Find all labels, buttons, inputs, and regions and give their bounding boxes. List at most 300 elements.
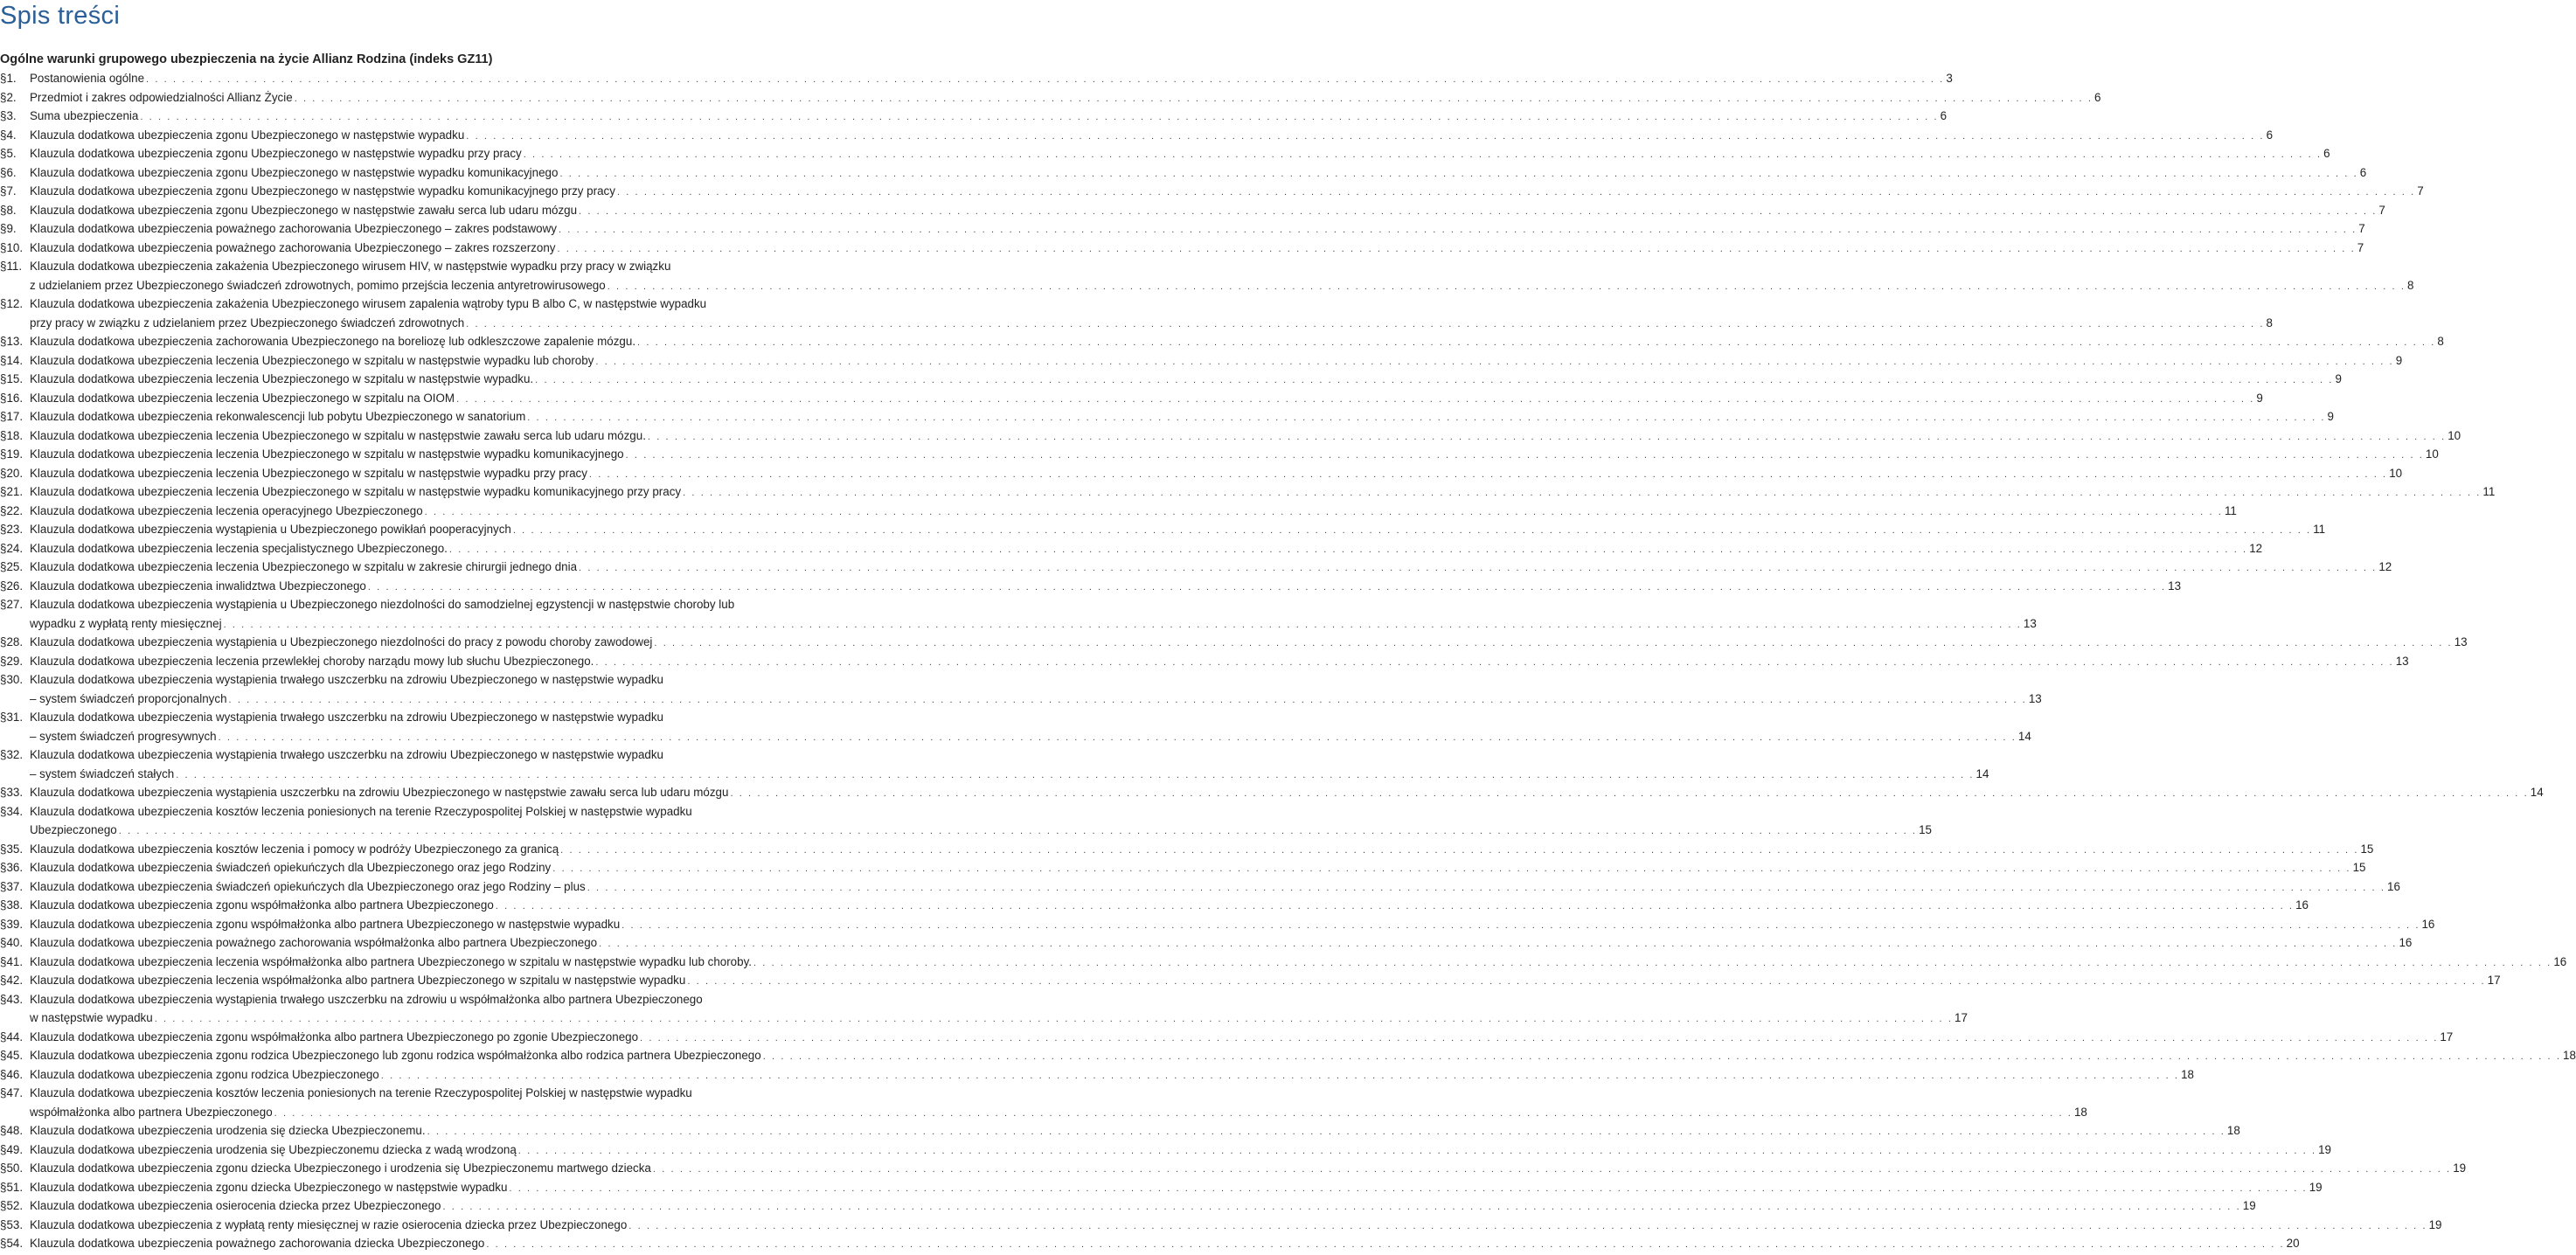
toc-entry[interactable] [0, 802, 1932, 840]
toc-entry-number: §51. [0, 1180, 24, 1194]
toc-entry-line [0, 144, 2330, 163]
toc-entry-title: Klauzula dodatkowa ubezpieczenia wystąpienia trwałego uszczerbku na zdrowiu Ubezpieczonego w następstwie wypadku [30, 748, 664, 761]
toc-entry-title: Klauzula dodatkowa ubezpieczenia leczenia Ubezpieczonego w szpitalu w następstwie wypadku. [30, 372, 534, 385]
toc-entry-page-number: 19 [2242, 1199, 2256, 1212]
toc-entry-title: Klauzula dodatkowa ubezpieczenia leczenia Ubezpieczonego w szpitalu w następstwie wypadku komunikacyjnego [30, 447, 624, 461]
toc-entry[interactable] [0, 858, 2366, 877]
toc-entry-line [0, 502, 2237, 521]
dot-leader: . . . . . . . . . . . . . . . . . . . . . . . . . . . . . . . . . . . . . . . . . . . . . . . . . . . . . . . . . . . . . . . . . . . . . . . . . . . . . . . . . . . . . . . . . . . . . . . . . . . . . . . . . . . . . . . . . . . . . . . . . . . . . . . . . . . . . . . . . . . . . . . . . . . . . . . . . . . . . . . . . . . . . . . . . . . . . . . . . . . . . . . . . . . . . . . . . . . . . . . . [380, 1070, 2180, 1081]
toc-entry[interactable] [0, 652, 2409, 671]
toc-entry-line [0, 295, 839, 314]
toc-entry-page-number: 13 [2023, 616, 2037, 630]
dot-leader: . . . . . . . . . . . . . . . . . . . . . . . . . . . . . . . . . . . . . . . . . . . . . . . . . . . . . . . . . . . . . . . . . . . . . . . . . . . . . . . . . . . . . . . . . . . . . . . . . . . . . . . . . . . . . . . . . . . . . . . . . . . . . . . . . . . . . . . . . . . . . . . . . . . . . . . . . . . . . . . . . . . . . . . . . . . . . . . . . . . . . . . . . . . . . . . . . . . . . . . . [223, 619, 2022, 630]
toc-entry-page-number: 6 [2266, 128, 2274, 142]
toc-entry-number: §28. [0, 635, 24, 648]
toc-entry-number: §37. [0, 879, 24, 893]
toc-entry-page-number: 8 [2407, 278, 2414, 292]
toc-entry-number: §16. [0, 391, 24, 405]
toc-entry-title: Klauzula dodatkowa ubezpieczenia zgonu Ubezpieczonego w następstwie wypadku komunikacyjnego [30, 165, 559, 179]
toc-entry-title: Klauzula dodatkowa ubezpieczenia zgonu Ubezpieczonego w następstwie wypadku przy pracy [30, 147, 522, 160]
toc-entry-line [0, 1159, 2467, 1178]
toc-entry-page-number: 7 [2378, 203, 2385, 217]
dot-leader: . . . . . . . . . . . . . . . . . . . . . . . . . . . . . . . . . . . . . . . . . . . . . . . . . . . . . . . . . . . . . . . . . . . . . . . . . . . . . . . . . . . . . . . . . . . . . . . . . . . . . . . . . . . . . . . . . . . . . . . . . . . . . . . . . . . . . . . . . . . . . . . . . . . . . . . . . . . . . . . . . . . . . . . . . . . . . . . . . . . . . . . . . . . . . . . . . . . . . . . . [486, 1239, 2285, 1250]
toc-entry-page-number: 7 [2358, 222, 2365, 235]
toc-entry-line [0, 351, 2403, 371]
toc-entry[interactable] [0, 1159, 2467, 1178]
toc-entry-page-number: 14 [2530, 786, 2544, 799]
toc-entry-page-number: 10 [2448, 428, 2461, 442]
toc-entry-title: Klauzula dodatkowa ubezpieczenia zakażenia Ubezpieczonego wirusem HIV, w następstwie wypadku przy pracy w związku [30, 260, 671, 273]
toc-entry-title: Suma ubezpieczenia [30, 109, 139, 122]
toc-entry-line [0, 332, 2444, 351]
toc-entry-title: Przedmiot i zakres odpowiedzialności Allianz Życie [30, 90, 293, 104]
toc-entry-page-number: 6 [2094, 90, 2101, 104]
toc-entry-line [0, 163, 2367, 183]
toc-entry-line [0, 520, 2326, 539]
toc-entry-line [0, 1121, 2240, 1141]
toc-entry-page-number: 16 [2399, 936, 2413, 949]
toc-entry-number: §27. [0, 598, 24, 611]
toc-entry-title: Klauzula dodatkowa ubezpieczenia wystąpienia trwałego uszczerbku na zdrowiu Ubezpieczonego w następstwie wypadku [30, 673, 664, 686]
toc-entry-page-number: 20 [2286, 1237, 2300, 1250]
toc-entry-number: §22. [0, 503, 24, 517]
toc-entry-number: §54. [0, 1237, 24, 1250]
toc-entry[interactable] [0, 389, 2263, 408]
dot-leader: . . . . . . . . . . . . . . . . . . . . . . . . . . . . . . . . . . . . . . . . . . . . . . . . . . . . . . . . . . . . . . . . . . . . . . . . . . . . . . . . . . . . . . . . . . . . . . . . . . . . . . . . . . . . . . . . . . . . . . . . . . . . . . . . . . . . . . . . . . . . . . . . . . . . . . . . . . . . . . . . . . . . . . . . . . . . . . . . . . . . . . . . . . . . . . . . . . . . . . . . [587, 882, 2386, 893]
toc-entry[interactable] [0, 163, 2367, 183]
dot-leader: . . . . . . . . . . . . . . . . . . . . . . . . . . . . . . . . . . . . . . . . . . . . . . . . . . . . . . . . . . . . . . . . . . . . . . . . . . . . . . . . . . . . . . . . . . . . . . . . . . . . . . . . . . . . . . . . . . . . . . . . . . . . . . . . . . . . . . . . . . . . . . . . . . . . . . . . . . . . . . . . . . . . . . . . . . . . . . . . . . . . . . . . . . . . . . . . . . . . . . . . [588, 468, 2388, 480]
toc-entry-number: §34. [0, 804, 24, 818]
toc-entry-line [0, 1009, 1968, 1028]
toc-entry-line [0, 539, 2263, 558]
toc-entry-title: Klauzula dodatkowa ubezpieczenia kosztów leczenia poniesionych na terenie Rzeczypospolitej Polskiej w następstwie wypadku [30, 1086, 692, 1099]
toc-entry[interactable] [0, 182, 2424, 201]
toc-entry[interactable] [0, 520, 2326, 539]
toc-entry[interactable] [0, 670, 2042, 708]
dot-leader: . . . . . . . . . . . . . . . . . . . . . . . . . . . . . . . . . . . . . . . . . . . . . . . . . . . . . . . . . . . . . . . . . . . . . . . . . . . . . . . . . . . . . . . . . . . . . . . . . . . . . . . . . . . . . . . . . . . . . . . . . . . . . . . . . . . . . . . . . . . . . . . . . . . . . . . . . . . . . . . . . . . . . . . . . . . . . . . . . . . . . . . . . . . . . . . . . . . . . . . . [218, 732, 2017, 743]
toc-entry[interactable] [0, 426, 2461, 446]
toc-entry-title: Klauzula dodatkowa ubezpieczenia zgonu rodzica Ubezpieczonego [30, 1067, 379, 1081]
toc-entry[interactable] [0, 1234, 2300, 1253]
toc-entry-page-number: 11 [2224, 503, 2237, 517]
toc-entry-title: Klauzula dodatkowa ubezpieczenia świadczeń opiekuńczych dla Ubezpieczonego oraz jego Rodziny – plus [30, 879, 586, 893]
toc-entry-page-number: 3 [1946, 72, 1953, 85]
toc-entry[interactable] [0, 126, 2274, 145]
toc-entry-number: §36. [0, 861, 24, 874]
dot-leader: . . . . . . . . . . . . . . . . . . . . . . . . . . . . . . . . . . . . . . . . . . . . . . . . . . . . . . . . . . . . . . . . . . . . . . . . . . . . . . . . . . . . . . . . . . . . . . . . . . . . . . . . . . . . . . . . . . . . . . . . . . . . . . . . . . . . . . . . . . . . . . . . . . . . . . . . . . . . . . . . . . . . . . . . . . . . . . . . . . . . . . . . . . . . . . . . . . . . . . . . [509, 1182, 2308, 1194]
dot-leader: . . . . . . . . . . . . . . . . . . . . . . . . . . . . . . . . . . . . . . . . . . . . . . . . . . . . . . . . . . . . . . . . . . . . . . . . . . . . . . . . . . . . . . . . . . . . . . . . . . . . . . . . . . . . . . . . . . . . . . . . . . . . . . . . . . . . . . . . . . . . . . . . . . . . . . . . . . . . . . . . . . . . . . . . . . . . . . . . . . . . . . . . . . . . . . . . . . . . . . . . [628, 1220, 2427, 1231]
toc-entry-title: Klauzula dodatkowa ubezpieczenia zgonu dziecka Ubezpieczonego i urodzenia się Ubezpieczonemu martwego dziecka [30, 1161, 651, 1175]
toc-entry[interactable] [0, 595, 2037, 633]
dot-leader: . . . . . . . . . . . . . . . . . . . . . . . . . . . . . . . . . . . . . . . . . . . . . . . . . . . . . . . . . . . . . . . . . . . . . . . . . . . . . . . . . . . . . . . . . . . . . . . . . . . . . . . . . . . . . . . . . . . . . . . . . . . . . . . . . . . . . . . . . . . . . . . . . . . . . . . . . . . . . . . . . . . . . . . . . . . . . . . . . . . . . . . . . . . . . . . . . . . . . . . . [559, 168, 2358, 179]
toc-entry-page-number: 9 [2327, 410, 2334, 423]
dot-leader: . . . . . . . . . . . . . . . . . . . . . . . . . . . . . . . . . . . . . . . . . . . . . . . . . . . . . . . . . . . . . . . . . . . . . . . . . . . . . . . . . . . . . . . . . . . . . . . . . . . . . . . . . . . . . . . . . . . . . . . . . . . . . . . . . . . . . . . . . . . . . . . . . . . . . . . . . . . . . . . . . . . . . . . . . . . . . . . . . . . . . . . . . . . . . . . . . . . . . . . . [652, 1164, 2452, 1175]
toc-entry-number: §40. [0, 936, 24, 949]
toc-entry[interactable] [0, 633, 2468, 652]
toc-entry-line [0, 126, 2274, 145]
toc-entry[interactable] [0, 877, 2400, 897]
toc-entry-number: §8. [0, 203, 17, 217]
toc-entry-number: §49. [0, 1142, 24, 1156]
toc-entry-title: Klauzula dodatkowa ubezpieczenia wystąpienia u Ubezpieczonego powikłań pooperacyjnych [30, 523, 511, 536]
toc-entry-number: §21. [0, 485, 24, 498]
toc-entry[interactable] [0, 1121, 2240, 1141]
toc-entry-title: Klauzula dodatkowa ubezpieczenia kosztów leczenia poniesionych na terenie Rzeczypospolitej Polskiej w następstwie wypadku [30, 804, 692, 818]
toc-entry-title: Klauzula dodatkowa ubezpieczenia urodzenia się dziecka Ubezpieczonemu. [30, 1124, 426, 1137]
toc-entry[interactable] [0, 783, 2544, 802]
toc-entry-title: Klauzula dodatkowa ubezpieczenia poważnego zachorowania Ubezpieczonego – zakres rozszerzony [30, 240, 556, 254]
toc-entry-page-number: 12 [2378, 560, 2392, 573]
toc-entry-title: w następstwie wypadku [30, 1011, 153, 1024]
toc-entry-line [0, 690, 2042, 709]
toc-entry-page-number: 19 [2453, 1161, 2467, 1175]
toc-entry-title: Klauzula dodatkowa ubezpieczenia leczenia Ubezpieczonego w szpitalu na OIOM [30, 391, 455, 405]
toc-entry[interactable] [0, 502, 2237, 521]
toc-entry-page-number: 18 [2563, 1049, 2576, 1062]
toc-entry-title: Klauzula dodatkowa ubezpieczenia leczenia przewlekłej choroby narządu mowy lub słuchu Ubezpieczonego. [30, 654, 594, 668]
toc-entry-line [0, 445, 2439, 464]
toc-entry-line [0, 558, 2392, 577]
toc-entry-page-number: 19 [2428, 1217, 2442, 1231]
toc-entry[interactable] [0, 896, 2309, 915]
dot-leader: . . . . . . . . . . . . . . . . . . . . . . . . . . . . . . . . . . . . . . . . . . . . . . . . . . . . . . . . . . . . . . . . . . . . . . . . . . . . . . . . . . . . . . . . . . . . . . . . . . . . . . . . . . . . . . . . . . . . . . . . . . . . . . . . . . . . . . . . . . . . . . . . . . . . . . . . . . . . . . . . . . . . . . . . . . . . . . . . . . . . . . . . . . . . . . . . . . . . . . . . [535, 375, 2334, 385]
section-heading: Ogólne warunki grupowego ubezpieczenia na życie Allianz Rodzina (indeks GZ11) [0, 52, 493, 66]
toc-entry[interactable] [0, 351, 2403, 371]
toc-entry-title: Klauzula dodatkowa ubezpieczenia wystąpienia trwałego uszczerbku na zdrowiu u współmałżonka albo partnera Ubezpieczonego [30, 992, 703, 1006]
dot-leader: . . . . . . . . . . . . . . . . . . . . . . . . . . . . . . . . . . . . . . . . . . . . . . . . . . . . . . . . . . . . . . . . . . . . . . . . . . . . . . . . . . . . . . . . . . . . . . . . . . . . . . . . . . . . . . . . . . . . . . . . . . . . . . . . . . . . . . . . . . . . . . . . . . . . . . . . . . . . . . . . . . . . . . . . . . . . . . . . . . . . . . . . . . . . . . . . . . . . . . . . [730, 788, 2529, 799]
toc-entry[interactable] [0, 370, 2342, 389]
table-of-contents [0, 69, 2576, 1253]
toc-entry-title: Klauzula dodatkowa ubezpieczenia leczenia Ubezpieczonego w szpitalu w zakresie chirurgii jednego dnia [30, 560, 578, 573]
dot-leader: . . . . . . . . . . . . . . . . . . . . . . . . . . . . . . . . . . . . . . . . . . . . . . . . . . . . . . . . . . . . . . . . . . . . . . . . . . . . . . . . . . . . . . . . . . . . . . . . . . . . . . . . . . . . . . . . . . . . . . . . . . . . . . . . . . . . . . . . . . . . . . . . . . . . . . . . . . . . . . . . . . . . . . . . . . . . . . . . . . . . . . . . . . . . . . . . . . . . . . . . [523, 149, 2323, 160]
toc-entry-title: Klauzula dodatkowa ubezpieczenia zgonu współmałżonka albo partnera Ubezpieczonego po zgonie Ubezpieczonego [30, 1030, 639, 1044]
toc-entry-page-number: 13 [2395, 654, 2409, 668]
toc-entry-line [0, 765, 1989, 784]
toc-entry-title: Klauzula dodatkowa ubezpieczenia zakażenia Ubezpieczonego wirusem zapalenia wątroby typu B albo C, w następstwie wypadku [30, 297, 707, 310]
dot-leader: . . . . . . . . . . . . . . . . . . . . . . . . . . . . . . . . . . . . . . . . . . . . . . . . . . . . . . . . . . . . . . . . . . . . . . . . . . . . . . . . . . . . . . . . . . . . . . . . . . . . . . . . . . . . . . . . . . . . . . . . . . . . . . . . . . . . . . . . . . . . . . . . . . . . . . . . . . . . . . . . . . . . . . . . . . . . . . . . . . . . . . . . . . . . . . . . . . . . . . . . [621, 919, 2420, 931]
toc-entry-number: §29. [0, 654, 24, 668]
dot-leader: . . . . . . . . . . . . . . . . . . . . . . . . . . . . . . . . . . . . . . . . . . . . . . . . . . . . . . . . . . . . . . . . . . . . . . . . . . . . . . . . . . . . . . . . . . . . . . . . . . . . . . . . . . . . . . . . . . . . . . . . . . . . . . . . . . . . . . . . . . . . . . . . . . . . . . . . . . . . . . . . . . . . . . . . . . . . . . . . . . . . . . . . . . . . . . . . . . . . . . . . [607, 281, 2406, 292]
toc-entry-number: §44. [0, 1030, 24, 1044]
dot-leader: . . . . . . . . . . . . . . . . . . . . . . . . . . . . . . . . . . . . . . . . . . . . . . . . . . . . . . . . . . . . . . . . . . . . . . . . . . . . . . . . . . . . . . . . . . . . . . . . . . . . . . . . . . . . . . . . . . . . . . . . . . . . . . . . . . . . . . . . . . . . . . . . . . . . . . . . . . . . . . . . . . . . . . . . . . . . . . . . . . . . . . . . . . . . . . . . . . . . . . . . [466, 318, 2265, 329]
page-title: Spis treści [0, 2, 121, 30]
toc-entry-page-number: 19 [2309, 1180, 2323, 1194]
toc-entry[interactable] [0, 971, 2501, 990]
toc-entry[interactable] [0, 482, 2496, 502]
toc-entry-number: §48. [0, 1124, 24, 1137]
toc-entry-number: §50. [0, 1161, 24, 1175]
toc-entry-title: Klauzula dodatkowa ubezpieczenia wystąpienia u Ubezpieczonego niezdolności do samodzielnej egzystencji w następstwie choroby lub [30, 598, 735, 611]
toc-entry[interactable] [0, 840, 2374, 859]
toc-entry-line [0, 239, 2364, 258]
toc-entry-line [0, 614, 2037, 634]
dot-leader: . . . . . . . . . . . . . . . . . . . . . . . . . . . . . . . . . . . . . . . . . . . . . . . . . . . . . . . . . . . . . . . . . . . . . . . . . . . . . . . . . . . . . . . . . . . . . . . . . . . . . . . . . . . . . . . . . . . . . . . . . . . . . . . . . . . . . . . . . . . . . . . . . . . . . . . . . . . . . . . . . . . . . . . . . . . . . . . . . . . . . . . . . . . . . . . . . . . . . . . . [560, 844, 2359, 856]
toc-entry-number: §10. [0, 240, 24, 254]
toc-entry-line [0, 633, 2468, 652]
toc-entry[interactable] [0, 1046, 2576, 1065]
toc-entry-line [0, 577, 2182, 596]
dot-leader: . . . . . . . . . . . . . . . . . . . . . . . . . . . . . . . . . . . . . . . . . . . . . . . . . . . . . . . . . . . . . . . . . . . . . . . . . . . . . . . . . . . . . . . . . . . . . . . . . . . . . . . . . . . . . . . . . . . . . . . . . . . . . . . . . . . . . . . . . . . . . . . . . . . . . . . . . . . . . . . . . . . . . . . . . . . . . . . . . . . . . . . . . . . . . . . . . . . . . . . . [495, 901, 2295, 912]
toc-entry-line [0, 858, 2366, 877]
dot-leader: . . . . . . . . . . . . . . . . . . . . . . . . . . . . . . . . . . . . . . . . . . . . . . . . . . . . . . . . . . . . . . . . . . . . . . . . . . . . . . . . . . . . . . . . . . . . . . . . . . . . . . . . . . . . . . . . . . . . . . . . . . . . . . . . . . . . . . . . . . . . . . . . . . . . . . . . . . . . . . . . . . . . . . . . . . . . . . . . . . . . . . . . . . . . . . . . . . . . . . . . [654, 638, 2453, 648]
toc-entry-page-number: 12 [2249, 541, 2263, 555]
toc-entry-line [0, 953, 2567, 972]
dot-leader: . . . . . . . . . . . . . . . . . . . . . . . . . . . . . . . . . . . . . . . . . . . . . . . . . . . . . . . . . . . . . . . . . . . . . . . . . . . . . . . . . . . . . . . . . . . . . . . . . . . . . . . . . . . . . . . . . . . . . . . . . . . . . . . . . . . . . . . . . . . . . . . . . . . . . . . . . . . . . . . . . . . . . . . . . . . . . . . . . . . . . . . . . . . . . . . . . . . . . . . . [616, 187, 2416, 198]
toc-entry-number: §18. [0, 428, 24, 442]
toc-entry-title: współmałżonka albo partnera Ubezpieczonego [30, 1105, 273, 1119]
toc-entry-title: Klauzula dodatkowa ubezpieczenia z wypłatą renty miesięcznej w razie osierocenia dziecka przez Ubezpieczonego [30, 1217, 628, 1231]
toc-entry-line [0, 595, 839, 614]
toc-entry-line [0, 1046, 2576, 1065]
dot-leader: . . . . . . . . . . . . . . . . . . . . . . . . . . . . . . . . . . . . . . . . . . . . . . . . . . . . . . . . . . . . . . . . . . . . . . . . . . . . . . . . . . . . . . . . . . . . . . . . . . . . . . . . . . . . . . . . . . . . . . . . . . . . . . . . . . . . . . . . . . . . . . . . . . . . . . . . . . . . . . . . . . . . . . . . . . . . . . . . . . . . . . . . . . . . . . . . . . . . . . . . [762, 1051, 2562, 1062]
toc-entry[interactable] [0, 69, 1953, 88]
toc-entry-title: Klauzula dodatkowa ubezpieczenia zgonu współmałżonka albo partnera Ubezpieczonego w następstwie wypadku [30, 917, 621, 931]
toc-entry-line [0, 219, 2365, 239]
toc-entry[interactable] [0, 1084, 2087, 1121]
toc-entry-line [0, 708, 839, 727]
toc-entry-page-number: 17 [2440, 1030, 2454, 1044]
toc-entry-line [0, 482, 2496, 502]
toc-entry-title: Klauzula dodatkowa ubezpieczenia świadczeń opiekuńczych dla Ubezpieczonego oraz jego Rodziny [30, 861, 552, 874]
toc-entry-line [0, 314, 2273, 333]
toc-entry-title: Klauzula dodatkowa ubezpieczenia zgonu Ubezpieczonego w następstwie wypadku komunikacyjnego przy pracy [30, 184, 615, 198]
toc-entry-line [0, 1084, 839, 1103]
toc-entry[interactable] [0, 1065, 2194, 1085]
toc-entry-page-number: 18 [2181, 1067, 2194, 1081]
dot-leader: . . . . . . . . . . . . . . . . . . . . . . . . . . . . . . . . . . . . . . . . . . . . . . . . . . . . . . . . . . . . . . . . . . . . . . . . . . . . . . . . . . . . . . . . . . . . . . . . . . . . . . . . . . . . . . . . . . . . . . . . . . . . . . . . . . . . . . . . . . . . . . . . . . . . . . . . . . . . . . . . . . . . . . . . . . . . . . . . . . . . . . . . . . . . . . . . . . . . . . . . [599, 939, 2398, 949]
toc-entry[interactable] [0, 332, 2444, 351]
toc-entry-title: Klauzula dodatkowa ubezpieczenia wystąpienia uszczerbku na zdrowiu Ubezpieczonego w następstwie zawału serca lub udaru mózgu [30, 786, 729, 799]
toc-entry-page-number: 17 [2487, 974, 2501, 987]
toc-entry-number: §25. [0, 560, 24, 573]
toc-entry-number: §47. [0, 1086, 24, 1099]
dot-leader: . . . . . . . . . . . . . . . . . . . . . . . . . . . . . . . . . . . . . . . . . . . . . . . . . . . . . . . . . . . . . . . . . . . . . . . . . . . . . . . . . . . . . . . . . . . . . . . . . . . . . . . . . . . . . . . . . . . . . . . . . . . . . . . . . . . . . . . . . . . . . . . . . . . . . . . . . . . . . . . . . . . . . . . . . . . . . . . . . . . . . . . . . . . . . . . . . . . . . . . . [427, 1127, 2225, 1137]
toc-entry-line [0, 107, 1948, 126]
toc-entry[interactable] [0, 295, 2273, 332]
toc-entry-line [0, 652, 2409, 671]
dot-leader: . . . . . . . . . . . . . . . . . . . . . . . . . . . . . . . . . . . . . . . . . . . . . . . . . . . . . . . . . . . . . . . . . . . . . . . . . . . . . . . . . . . . . . . . . . . . . . . . . . . . . . . . . . . . . . . . . . . . . . . . . . . . . . . . . . . . . . . . . . . . . . . . . . . . . . . . . . . . . . . . . . . . . . . . . . . . . . . . . . . . . . . . . . . . . . . . . . . . . . . . [294, 93, 2093, 104]
toc-entry-number: §41. [0, 954, 24, 968]
toc-entry-title: Klauzula dodatkowa ubezpieczenia wystąpienia u Ubezpieczonego niezdolności do pracy z powodu choroby zawodowej [30, 635, 653, 648]
toc-entry-number: §1. [0, 72, 17, 85]
toc-entry-line [0, 464, 2403, 483]
toc-entry-line [0, 88, 2101, 107]
dot-leader: . . . . . . . . . . . . . . . . . . . . . . . . . . . . . . . . . . . . . . . . . . . . . . . . . . . . . . . . . . . . . . . . . . . . . . . . . . . . . . . . . . . . . . . . . . . . . . . . . . . . . . . . . . . . . . . . . . . . . . . . . . . . . . . . . . . . . . . . . . . . . . . . . . . . . . . . . . . . . . . . . . . . . . . . . . . . . . . . . . . . . . . . . . . . . . . . . . . . . . . . [367, 581, 2167, 593]
toc-entry[interactable] [0, 915, 2435, 934]
toc-entry[interactable] [0, 445, 2439, 464]
toc-entry-line [0, 821, 1932, 840]
toc-entry-title: Klauzula dodatkowa ubezpieczenia leczenia współmałżonka albo partnera Ubezpieczonego w szpitalu w następstwie wypadku lub choroby. [30, 954, 752, 968]
toc-entry-title: Klauzula dodatkowa ubezpieczenia poważnego zachorowania Ubezpieczonego – zakres podstawowy [30, 222, 557, 235]
toc-entry-page-number: 14 [1975, 766, 1989, 780]
toc-entry-line [0, 1141, 2332, 1160]
dot-leader: . . . . . . . . . . . . . . . . . . . . . . . . . . . . . . . . . . . . . . . . . . . . . . . . . . . . . . . . . . . . . . . . . . . . . . . . . . . . . . . . . . . . . . . . . . . . . . . . . . . . . . . . . . . . . . . . . . . . . . . . . . . . . . . . . . . . . . . . . . . . . . . . . . . . . . . . . . . . . . . . . . . . . . . . . . . . . . . . . . . . . . . . . . . . . . . . . . . . . . . . [517, 1145, 2317, 1156]
toc-entry-title: Klauzula dodatkowa ubezpieczenia leczenia współmałżonka albo partnera Ubezpieczonego w szpitalu w następstwie wypadku [30, 974, 686, 987]
toc-entry-page-number: 19 [2318, 1142, 2332, 1156]
toc-entry-page-number: 6 [2323, 147, 2330, 160]
dot-leader: . . . . . . . . . . . . . . . . . . . . . . . . . . . . . . . . . . . . . . . . . . . . . . . . . . . . . . . . . . . . . . . . . . . . . . . . . . . . . . . . . . . . . . . . . . . . . . . . . . . . . . . . . . . . . . . . . . . . . . . . . . . . . . . . . . . . . . . . . . . . . . . . . . . . . . . . . . . . . . . . . . . . . . . . . . . . . . . . . . . . . . . . . . . . . . . . . . . . . . . . [442, 1202, 2241, 1212]
toc-entry-number: §7. [0, 184, 17, 198]
toc-entry[interactable] [0, 708, 2031, 745]
toc-entry-line [0, 407, 2334, 426]
dot-leader: . . . . . . . . . . . . . . . . . . . . . . . . . . . . . . . . . . . . . . . . . . . . . . . . . . . . . . . . . . . . . . . . . . . . . . . . . . . . . . . . . . . . . . . . . . . . . . . . . . . . . . . . . . . . . . . . . . . . . . . . . . . . . . . . . . . . . . . . . . . . . . . . . . . . . . . . . . . . . . . . . . . . . . . . . . . . . . . . . . . . . . . . . . . . . . . . . . . . . . . . [647, 431, 2447, 442]
toc-entry-title: Klauzula dodatkowa ubezpieczenia leczenia Ubezpieczonego w szpitalu w następstwie wypadku lub choroby [30, 353, 594, 367]
dot-leader: . . . . . . . . . . . . . . . . . . . . . . . . . . . . . . . . . . . . . . . . . . . . . . . . . . . . . . . . . . . . . . . . . . . . . . . . . . . . . . . . . . . . . . . . . . . . . . . . . . . . . . . . . . . . . . . . . . . . . . . . . . . . . . . . . . . . . . . . . . . . . . . . . . . . . . . . . . . . . . . . . . . . . . . . . . . . . . . . . . . . . . . . . . . . . . . . . . . . . . . . [687, 976, 2486, 987]
toc-entry-title: Klauzula dodatkowa ubezpieczenia poważnego zachorowania współmałżonka albo partnera Ubezpieczonego [30, 936, 598, 949]
toc-entry[interactable] [0, 1216, 2442, 1235]
toc-entry-line [0, 670, 839, 690]
toc-entry-line [0, 1065, 2194, 1085]
toc-entry-title: Postanowienia ogólne [30, 72, 145, 85]
dot-leader: . . . . . . . . . . . . . . . . . . . . . . . . . . . . . . . . . . . . . . . . . . . . . . . . . . . . . . . . . . . . . . . . . . . . . . . . . . . . . . . . . . . . . . . . . . . . . . . . . . . . . . . . . . . . . . . . . . . . . . . . . . . . . . . . . . . . . . . . . . . . . . . . . . . . . . . . . . . . . . . . . . . . . . . . . . . . . . . . . . . . . . . . . . . . . . . . . . . . . . . . [448, 544, 2248, 555]
toc-entry-number: §43. [0, 992, 24, 1006]
toc-entry-number: §45. [0, 1049, 24, 1062]
toc-entry-line [0, 1196, 2256, 1216]
toc-entry-number: §24. [0, 541, 24, 555]
toc-entry[interactable] [0, 239, 2364, 258]
toc-entry-line [0, 370, 2342, 389]
toc-entry[interactable] [0, 107, 1948, 126]
toc-entry-title: Klauzula dodatkowa ubezpieczenia leczenia Ubezpieczonego w szpitalu w następstwie zawału serca lub udaru mózgu. [30, 428, 646, 442]
toc-entry-page-number: 7 [2357, 240, 2364, 254]
toc-entry-page-number: 9 [2395, 353, 2403, 367]
toc-entry-page-number: 6 [2359, 165, 2367, 179]
toc-entry-page-number: 7 [2417, 184, 2424, 198]
toc-entry-number: §19. [0, 447, 24, 461]
toc-entry-title: Klauzula dodatkowa ubezpieczenia zgonu Ubezpieczonego w następstwie zawału serca lub udaru mózgu [30, 203, 578, 217]
toc-entry[interactable] [0, 201, 2385, 220]
toc-entry-number: §53. [0, 1217, 24, 1231]
toc-entry-page-number: 13 [2454, 635, 2468, 648]
toc-entry-page-number: 13 [2028, 691, 2042, 705]
toc-entry-title: Klauzula dodatkowa ubezpieczenia zgonu dziecka Ubezpieczonego w następstwie wypadku [30, 1180, 508, 1194]
dot-leader: . . . . . . . . . . . . . . . . . . . . . . . . . . . . . . . . . . . . . . . . . . . . . . . . . . . . . . . . . . . . . . . . . . . . . . . . . . . . . . . . . . . . . . . . . . . . . . . . . . . . . . . . . . . . . . . . . . . . . . . . . . . . . . . . . . . . . . . . . . . . . . . . . . . . . . . . . . . . . . . . . . . . . . . . . . . . . . . . . . . . . . . . . . . . . . . . . . . . . . . . [595, 656, 2394, 668]
toc-entry-number: §11. [0, 260, 23, 273]
dot-leader: . . . . . . . . . . . . . . . . . . . . . . . . . . . . . . . . . . . . . . . . . . . . . . . . . . . . . . . . . . . . . . . . . . . . . . . . . . . . . . . . . . . . . . . . . . . . . . . . . . . . . . . . . . . . . . . . . . . . . . . . . . . . . . . . . . . . . . . . . . . . . . . . . . . . . . . . . . . . . . . . . . . . . . . . . . . . . . . . . . . . . . . . . . . . . . . . . . . . . . . . [118, 826, 1918, 836]
toc-entry-line [0, 727, 2031, 746]
toc-entry-number: §17. [0, 410, 24, 423]
toc-entry[interactable] [0, 933, 2413, 953]
dot-leader: . . . . . . . . . . . . . . . . . . . . . . . . . . . . . . . . . . . . . . . . . . . . . . . . . . . . . . . . . . . . . . . . . . . . . . . . . . . . . . . . . . . . . . . . . . . . . . . . . . . . . . . . . . . . . . . . . . . . . . . . . . . . . . . . . . . . . . . . . . . . . . . . . . . . . . . . . . . . . . . . . . . . . . . . . . . . . . . . . . . . . . . . . . . . . . . . . . . . . . . . [753, 957, 2552, 968]
toc-entry-page-number: 18 [2226, 1124, 2240, 1137]
toc-entry-number: §5. [0, 147, 17, 160]
toc-entry-line [0, 1103, 2087, 1122]
toc-entry[interactable] [0, 1141, 2332, 1160]
toc-entry-title: Klauzula dodatkowa ubezpieczenia zgonu rodzica Ubezpieczonego lub zgonu rodzica współmałżonka albo rodzica partnera Ubezpieczonego [30, 1049, 761, 1062]
toc-entry-title: Klauzula dodatkowa ubezpieczenia urodzenia się Ubezpieczonemu dziecka z wadą wrodzoną [30, 1142, 517, 1156]
toc-entry-number: §15. [0, 372, 24, 385]
toc-entry[interactable] [0, 464, 2403, 483]
toc-entry-line [0, 915, 2435, 934]
toc-entry-line [0, 389, 2263, 408]
toc-entry-page-number: 17 [1955, 1011, 1968, 1024]
dot-leader: . . . . . . . . . . . . . . . . . . . . . . . . . . . . . . . . . . . . . . . . . . . . . . . . . . . . . . . . . . . . . . . . . . . . . . . . . . . . . . . . . . . . . . . . . . . . . . . . . . . . . . . . . . . . . . . . . . . . . . . . . . . . . . . . . . . . . . . . . . . . . . . . . . . . . . . . . . . . . . . . . . . . . . . . . . . . . . . . . . . . . . . . . . . . . . . . . . . . . . . . [640, 1032, 2439, 1044]
toc-entry-line [0, 877, 2400, 897]
toc-entry-line [0, 745, 839, 765]
toc-entry[interactable] [0, 144, 2330, 163]
toc-entry-line [0, 971, 2501, 990]
toc-entry-number: §52. [0, 1199, 24, 1212]
toc-entry-title: Klauzula dodatkowa ubezpieczenia poważnego zachorowania dziecka Ubezpieczonego [30, 1237, 485, 1250]
toc-entry-line [0, 1216, 2442, 1235]
toc-entry-title: Klauzula dodatkowa ubezpieczenia wystąpienia trwałego uszczerbku na zdrowiu Ubezpieczonego w następstwie wypadku [30, 711, 664, 724]
toc-entry-number: §31. [0, 711, 24, 724]
toc-entry-number: §13. [0, 335, 24, 348]
dot-leader: . . . . . . . . . . . . . . . . . . . . . . . . . . . . . . . . . . . . . . . . . . . . . . . . . . . . . . . . . . . . . . . . . . . . . . . . . . . . . . . . . . . . . . . . . . . . . . . . . . . . . . . . . . . . . . . . . . . . . . . . . . . . . . . . . . . . . . . . . . . . . . . . . . . . . . . . . . . . . . . . . . . . . . . . . . . . . . . . . . . . . . . . . . . . . . . . . . . . . . . . [228, 694, 2027, 705]
toc-entry[interactable] [0, 1178, 2323, 1197]
toc-entry-title: Klauzula dodatkowa ubezpieczenia leczenia operacyjnego Ubezpieczonego [30, 503, 423, 517]
toc-entry-number: §14. [0, 353, 24, 367]
toc-entry-title: Klauzula dodatkowa ubezpieczenia inwalidztwa Ubezpieczonego [30, 579, 366, 593]
toc-entry-page-number: 16 [2295, 898, 2309, 912]
toc-entry-page-number: 15 [2360, 842, 2374, 856]
dot-leader: . . . . . . . . . . . . . . . . . . . . . . . . . . . . . . . . . . . . . . . . . . . . . . . . . . . . . . . . . . . . . . . . . . . . . . . . . . . . . . . . . . . . . . . . . . . . . . . . . . . . . . . . . . . . . . . . . . . . . . . . . . . . . . . . . . . . . . . . . . . . . . . . . . . . . . . . . . . . . . . . . . . . . . . . . . . . . . . . . . . . . . . . . . . . . . . . . . . . . . . . [637, 337, 2436, 348]
dot-leader: . . . . . . . . . . . . . . . . . . . . . . . . . . . . . . . . . . . . . . . . . . . . . . . . . . . . . . . . . . . . . . . . . . . . . . . . . . . . . . . . . . . . . . . . . . . . . . . . . . . . . . . . . . . . . . . . . . . . . . . . . . . . . . . . . . . . . . . . . . . . . . . . . . . . . . . . . . . . . . . . . . . . . . . . . . . . . . . . . . . . . . . . . . . . . . . . . . . . . . . . [683, 488, 2482, 498]
toc-entry[interactable] [0, 558, 2392, 577]
toc-entry-page-number: 10 [2389, 466, 2403, 480]
dot-leader: . . . . . . . . . . . . . . . . . . . . . . . . . . . . . . . . . . . . . . . . . . . . . . . . . . . . . . . . . . . . . . . . . . . . . . . . . . . . . . . . . . . . . . . . . . . . . . . . . . . . . . . . . . . . . . . . . . . . . . . . . . . . . . . . . . . . . . . . . . . . . . . . . . . . . . . . . . . . . . . . . . . . . . . . . . . . . . . . . . . . . . . . . . . . . . . . . . . . . . . . [154, 1014, 1953, 1024]
toc-entry[interactable] [0, 219, 2365, 239]
toc-entry-page-number: 8 [2437, 335, 2444, 348]
toc-entry[interactable] [0, 745, 1989, 783]
toc-entry-page-number: 9 [2256, 391, 2263, 405]
toc-entry[interactable] [0, 407, 2334, 426]
toc-entry[interactable] [0, 1028, 2454, 1047]
toc-entry-page-number: 11 [2482, 485, 2496, 498]
toc-entry-title: Klauzula dodatkowa ubezpieczenia zgonu współmałżonka albo partnera Ubezpieczonego [30, 898, 494, 912]
toc-entry-page-number: 18 [2073, 1105, 2087, 1119]
toc-entry-title: z udzielaniem przez Ubezpieczonego świadczeń zdrowotnych, pomimo przejścia leczenia antyretrowirusowego [30, 278, 606, 292]
dot-leader: . . . . . . . . . . . . . . . . . . . . . . . . . . . . . . . . . . . . . . . . . . . . . . . . . . . . . . . . . . . . . . . . . . . . . . . . . . . . . . . . . . . . . . . . . . . . . . . . . . . . . . . . . . . . . . . . . . . . . . . . . . . . . . . . . . . . . . . . . . . . . . . . . . . . . . . . . . . . . . . . . . . . . . . . . . . . . . . . . . . . . . . . . . . . . . . . . . . . . . . . [527, 413, 2326, 423]
toc-entry-title: – system świadczeń progresywnych [30, 729, 217, 743]
toc-entry-page-number: 16 [2553, 954, 2567, 968]
toc-entry[interactable] [0, 953, 2567, 972]
toc-entry-page-number: 11 [2313, 523, 2326, 536]
toc-entry-line [0, 426, 2461, 446]
dot-leader: . . . . . . . . . . . . . . . . . . . . . . . . . . . . . . . . . . . . . . . . . . . . . . . . . . . . . . . . . . . . . . . . . . . . . . . . . . . . . . . . . . . . . . . . . . . . . . . . . . . . . . . . . . . . . . . . . . . . . . . . . . . . . . . . . . . . . . . . . . . . . . . . . . . . . . . . . . . . . . . . . . . . . . . . . . . . . . . . . . . . . . . . . . . . . . . . . . . . . . . . [466, 130, 2265, 142]
dot-leader: . . . . . . . . . . . . . . . . . . . . . . . . . . . . . . . . . . . . . . . . . . . . . . . . . . . . . . . . . . . . . . . . . . . . . . . . . . . . . . . . . . . . . . . . . . . . . . . . . . . . . . . . . . . . . . . . . . . . . . . . . . . . . . . . . . . . . . . . . . . . . . . . . . . . . . . . . . . . . . . . . . . . . . . . . . . . . . . . . . . . . . . . . . . . . . . . . . . . . . . . [579, 205, 2378, 217]
toc-entry[interactable] [0, 990, 1968, 1028]
toc-entry-number: §4. [0, 128, 17, 142]
toc-entry-number: §23. [0, 523, 24, 536]
toc-entry-number: §9. [0, 222, 17, 235]
dot-leader: . . . . . . . . . . . . . . . . . . . . . . . . . . . . . . . . . . . . . . . . . . . . . . . . . . . . . . . . . . . . . . . . . . . . . . . . . . . . . . . . . . . . . . . . . . . . . . . . . . . . . . . . . . . . . . . . . . . . . . . . . . . . . . . . . . . . . . . . . . . . . . . . . . . . . . . . . . . . . . . . . . . . . . . . . . . . . . . . . . . . . . . . . . . . . . . . . . . . . . . . [579, 563, 2378, 573]
dot-leader: . . . . . . . . . . . . . . . . . . . . . . . . . . . . . . . . . . . . . . . . . . . . . . . . . . . . . . . . . . . . . . . . . . . . . . . . . . . . . . . . . . . . . . . . . . . . . . . . . . . . . . . . . . . . . . . . . . . . . . . . . . . . . . . . . . . . . . . . . . . . . . . . . . . . . . . . . . . . . . . . . . . . . . . . . . . . . . . . . . . . . . . . . . . . . . . . . . . . . . . . [552, 863, 2351, 874]
toc-entry-page-number: 6 [1940, 109, 1948, 122]
toc-entry[interactable] [0, 1196, 2256, 1216]
toc-entry-line [0, 783, 2544, 802]
toc-entry[interactable] [0, 88, 2101, 107]
toc-entry-number: §12. [0, 297, 24, 310]
toc-entry-page-number: 16 [2387, 879, 2400, 893]
toc-entry-line [0, 896, 2309, 915]
toc-entry-number: §3. [0, 109, 17, 122]
toc-entry[interactable] [0, 577, 2182, 596]
toc-entry-number: §39. [0, 917, 24, 931]
dot-leader: . . . . . . . . . . . . . . . . . . . . . . . . . . . . . . . . . . . . . . . . . . . . . . . . . . . . . . . . . . . . . . . . . . . . . . . . . . . . . . . . . . . . . . . . . . . . . . . . . . . . . . . . . . . . . . . . . . . . . . . . . . . . . . . . . . . . . . . . . . . . . . . . . . . . . . . . . . . . . . . . . . . . . . . . . . . . . . . . . . . . . . . . . . . . . . . . . . . . . . . . [456, 393, 2255, 405]
toc-entry-page-number: 9 [2335, 372, 2342, 385]
toc-entry-line [0, 1178, 2323, 1197]
toc-entry-title: Klauzula dodatkowa ubezpieczenia osierocenia dziecka przez Ubezpieczonego [30, 1199, 441, 1212]
toc-entry-page-number: 14 [2017, 729, 2031, 743]
toc-entry[interactable] [0, 539, 2263, 558]
toc-entry-line [0, 840, 2374, 859]
toc-entry-number: §2. [0, 90, 17, 104]
toc-entry[interactable] [0, 257, 2414, 295]
toc-entry-title: Klauzula dodatkowa ubezpieczenia rekonwalescencji lub pobytu Ubezpieczonego w sanatorium [30, 410, 526, 423]
toc-entry-line [0, 802, 839, 822]
toc-entry-number: §38. [0, 898, 24, 912]
